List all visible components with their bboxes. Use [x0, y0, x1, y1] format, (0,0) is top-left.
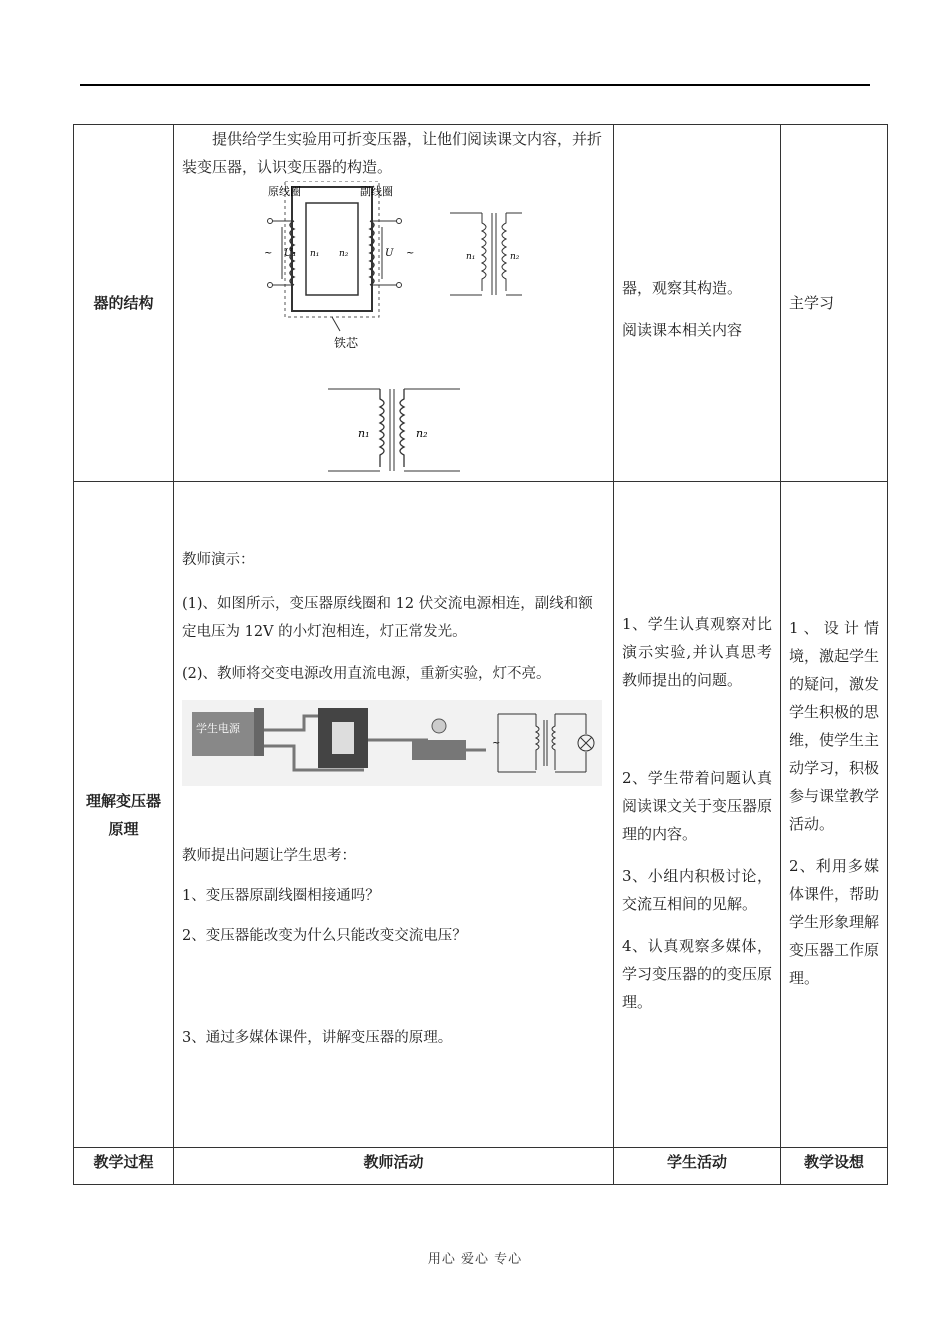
student-line-1: 器，观察其构造。 — [622, 279, 743, 297]
design-text: 主学习 — [789, 294, 835, 312]
student-item-3: 3、小组内积极讨论，交流互相间的见解。 — [622, 867, 772, 913]
label-u2: U — [385, 248, 394, 259]
design-cell — [781, 125, 888, 482]
student-item-4: 4、认真观察多媒体，学习变压器的的变压原理。 — [622, 937, 773, 1011]
label-n2: n₂ — [339, 249, 349, 259]
student-line-2: 阅读课本相关内容 — [622, 321, 743, 339]
page-footer: 用心 爱心 专心 — [427, 1252, 523, 1267]
student-item-2: 2、学生带着问题认真阅读课文关于变压器原理的内容。 — [622, 769, 773, 843]
student-cell — [614, 125, 781, 482]
table-row — [74, 125, 888, 482]
teacher-text: 提供给学生实验用可折变压器，让他们阅读课文内容，并折装变压器，认识变压器的构造。 — [182, 130, 603, 176]
student-cell — [614, 482, 781, 1148]
header-design: 教学设想 — [781, 1148, 888, 1185]
header-student: 学生活动 — [614, 1148, 781, 1185]
sym1-n2: n₂ — [510, 252, 520, 262]
teacher-cell — [174, 482, 614, 1148]
demo-1: (1)、如图所示，变压器原线圈和 12 伏交流电源相连，副线和额定电压为 12V 的小灯泡相连，灯正常发光。 — [182, 596, 593, 640]
row-label: 器的结构 — [74, 125, 174, 482]
sym1-n1: n₁ — [466, 252, 476, 262]
question-2: 2、变压器能改变为什么只能改变交流电压？ — [182, 928, 467, 944]
teacher-cell — [174, 125, 614, 482]
demo-2: (2)、教师将交变电源改用直流电源，重新实验，灯不亮。 — [182, 666, 551, 682]
demo-title: 教师演示： — [182, 552, 255, 568]
design-item-2: 2、利用多媒体课件，帮助学生形象理解变压器工作原理。 — [789, 857, 880, 987]
svg-text:~: ~ — [492, 738, 501, 749]
student-item-1: 1、学生认真观察对比演示实验,并认真思考教师提出的问题。 — [622, 615, 772, 689]
table-header-row — [74, 1148, 888, 1185]
transformer-diagram — [182, 181, 612, 481]
header-teacher: 教师活动 — [174, 1148, 614, 1185]
design-item-1: 1、设计情境，激起学生的疑问，激发学生积极的思维，使学生主动学习，积极参与课堂教学活动。 — [789, 619, 880, 833]
table-row — [74, 482, 888, 1148]
question-3: 3、通过多媒体课件，讲解变压器的原理。 — [182, 1030, 453, 1046]
power-label: 学生电源 — [196, 722, 240, 735]
label-u1: U₁ — [284, 248, 297, 259]
label-ac-left: ~ — [264, 248, 273, 259]
lesson-table — [73, 124, 888, 1185]
demo-photo — [182, 700, 602, 786]
label-core: 铁芯 — [334, 336, 359, 350]
header-process: 教学过程 — [74, 1148, 174, 1185]
question-1: 1、变压器原副线圈相接通吗？ — [182, 888, 380, 904]
question-intro: 教师提出问题让学生思考： — [182, 848, 356, 864]
row-label-text: 理解变压器原理 — [86, 791, 162, 838]
label-n1: n₁ — [310, 249, 320, 259]
label-ac-right: ~ — [406, 248, 415, 259]
header-rule — [80, 84, 870, 86]
design-cell — [781, 482, 888, 1148]
label-secondary: 副线圈 — [360, 185, 393, 198]
label-primary: 原线圈 — [268, 185, 301, 198]
row-label — [74, 482, 174, 1148]
sym2-n1: n₁ — [358, 427, 370, 440]
sym2-n2: n₂ — [416, 427, 428, 440]
